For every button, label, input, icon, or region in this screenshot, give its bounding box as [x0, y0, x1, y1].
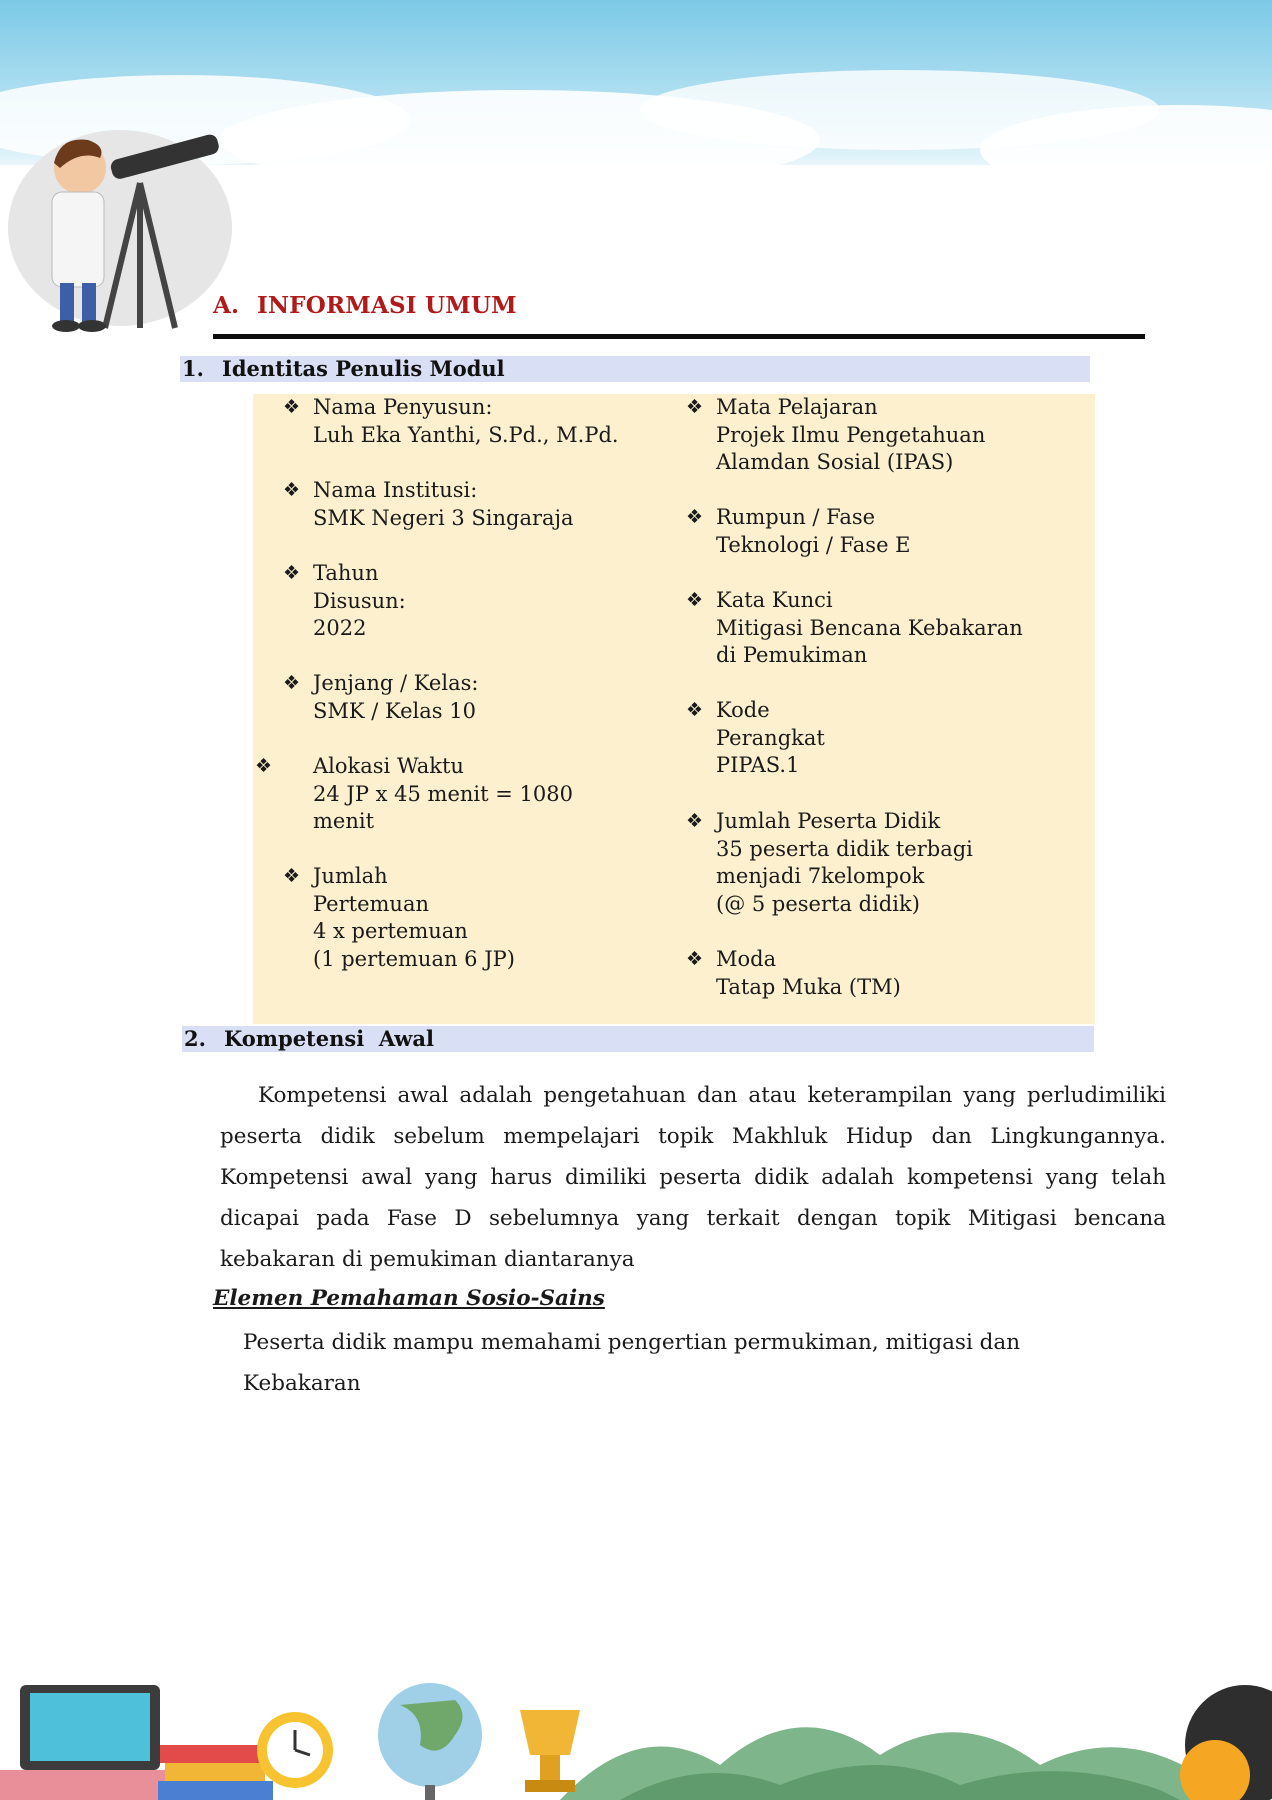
heading-label: Kompetensi Awal — [224, 1026, 434, 1051]
kompetensi-paragraph — [220, 1075, 1166, 1280]
info-item-jumlah-pertemuan — [283, 863, 515, 973]
info-text: Mata Pelajaran Projek Ilmu Pengetahuan Alamdan Sosial (IPAS) — [716, 395, 986, 474]
info-item-mata-pelajaran — [686, 394, 986, 477]
diamond-bullet-icon: ❖ — [283, 479, 301, 501]
heading-label: Identitas Penulis Modul — [222, 356, 505, 381]
info-text: Jumlah Pertemuan 4 x pertemuan (1 pertemuan 6 JP) — [313, 864, 515, 971]
scientist-telescope-illustration — [0, 128, 240, 338]
info-item-kata-kunci — [686, 587, 1023, 670]
info-item-rumpun-fase — [686, 504, 911, 559]
diamond-bullet-icon: ❖ — [686, 699, 704, 721]
elemen-text: Peserta didik mampu memahami pengertian permukiman, mitigasi dan Kebakaran — [243, 1330, 1021, 1396]
diamond-bullet-icon: ❖ — [283, 396, 301, 418]
info-item-jumlah-peserta — [686, 808, 973, 918]
diamond-bullet-icon: ❖ — [283, 562, 301, 584]
info-item-alokasi-waktu — [255, 753, 573, 836]
heading-identitas — [180, 356, 1090, 382]
info-item-nama-penyusun — [283, 394, 619, 449]
diamond-bullet-icon: ❖ — [686, 589, 704, 611]
info-text: Rumpun / Fase Teknologi / Fase E — [716, 505, 911, 557]
section-letter: A. — [213, 292, 240, 319]
info-item-jenjang-kelas — [283, 670, 479, 725]
diamond-bullet-icon: ❖ — [283, 672, 301, 694]
diamond-bullet-icon: ❖ — [686, 506, 704, 528]
heading-number: 2. — [184, 1026, 206, 1051]
info-text: Jenjang / Kelas: SMK / Kelas 10 — [313, 671, 479, 723]
section-title-text: INFORMASI UMUM — [257, 292, 517, 319]
diamond-bullet-icon: ❖ — [255, 755, 273, 777]
info-text: Kode Perangkat PIPAS.1 — [716, 698, 825, 777]
diamond-bullet-icon: ❖ — [686, 948, 704, 970]
section-title — [213, 292, 517, 319]
elemen-title: Elemen Pemahaman Sosio-Sains — [213, 1286, 605, 1311]
info-item-moda — [686, 946, 901, 1001]
info-text: Nama Penyusun: Luh Eka Yanthi, S.Pd., M.Pd. — [313, 395, 619, 447]
diamond-bullet-icon: ❖ — [686, 396, 704, 418]
heading-number: 1. — [182, 356, 204, 381]
diamond-bullet-icon: ❖ — [686, 810, 704, 832]
info-item-tahun-disusun — [283, 560, 406, 643]
info-text: Nama Institusi: SMK Negeri 3 Singaraja — [313, 478, 574, 530]
info-item-nama-institusi — [283, 477, 574, 532]
info-text: Kata Kunci Mitigasi Bencana Kebakaran di Pemukiman — [716, 588, 1023, 667]
paragraph-text: Kompetensi awal adalah pengetahuan dan atau keterampilan yang perludimiliki peserta didik sebelum mempelajari topik Makhluk Hidup dan Lingkungannya. Kompetensi awal yang harus dimiliki peserta didik adalah kompetensi yang telah dicapai pada Fase D sebelumnya yang terkait dengan topik Mitigasi bencana kebakaran di pemukiman diantaranya — [220, 1083, 1166, 1272]
info-text: Tahun Disusun: 2022 — [313, 561, 406, 640]
info-text: Moda Tatap Muka (TM) — [716, 947, 901, 999]
heading-kompetensi-awal — [182, 1026, 1094, 1052]
bottom-school-illustration — [0, 1595, 1272, 1800]
info-text: Alokasi Waktu 24 JP x 45 menit = 1080 menit — [313, 754, 573, 833]
section-divider — [213, 334, 1145, 339]
info-text: Jumlah Peserta Didik 35 peserta didik terbagi menjadi 7kelompok (@ 5 peserta didik) — [716, 809, 973, 916]
diamond-bullet-icon: ❖ — [283, 865, 301, 887]
identity-info-box — [253, 394, 1095, 1024]
info-item-kode-perangkat — [686, 697, 825, 780]
